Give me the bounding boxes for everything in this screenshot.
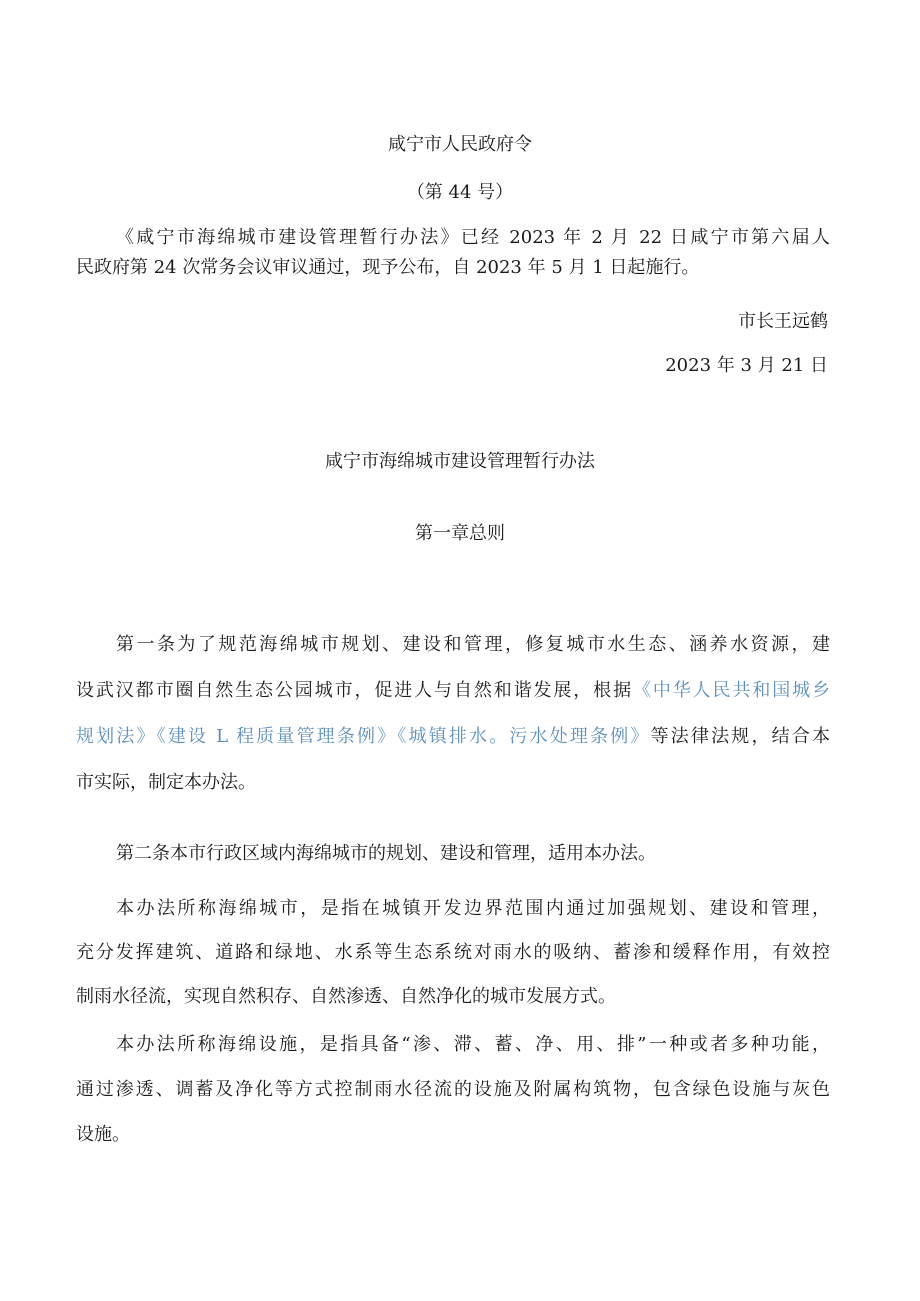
article-1-text: 设武汉都市圈自然生态公园城市，促进人与自然和谐发展，根据 <box>76 680 633 701</box>
article-2 <box>76 842 830 866</box>
article-1-line <box>76 714 830 760</box>
decree-body-line: 《咸宁市海绵城市建设管理暂行办法》已经 2023 年 2 月 22 日咸宁市第六届人 <box>116 227 830 248</box>
regulation-title: 咸宁市海绵城市建设管理暂行办法 <box>325 451 595 472</box>
paragraph-line: 制雨水径流，实现自然积存、自然渗透、自然净化的城市发展方式。 <box>76 986 616 1007</box>
paragraph-line: 本办法所称海绵城市，是指在城镇开发边界范围内通过加强规划、建设和管理， <box>116 898 830 919</box>
decree-number: （第 44 号） <box>406 182 514 203</box>
chapter-heading: 第一章总则 <box>415 523 505 544</box>
decree-title: 咸宁市人民政府令 <box>388 134 532 155</box>
paragraph-line: 本办法所称海绵设施，是指具备“渗、滞、蓄、净、用、排”一种或者多种功能， <box>116 1034 830 1055</box>
article-2-line: 第二条本市行政区域内海绵城市的规划、建设和管理，适用本办法。 <box>116 843 656 864</box>
article-1-line: 市实际，制定本办法。 <box>76 772 256 793</box>
sponge-facility-definition <box>76 1022 830 1157</box>
decree-signer: 市长王远鹤 <box>738 311 828 332</box>
law-reference-link[interactable]: 规划法》《建设 L 程质量管理条例》《城镇排水。污水处理条例》 <box>76 726 651 747</box>
paragraph-line: 通过渗透、调蓄及净化等方式控制雨水径流的设施及附属构筑物，包含绿色设施与灰色 <box>76 1079 830 1100</box>
article-1-line <box>76 668 830 714</box>
decree-body <box>76 226 830 280</box>
article-1-line: 第一条为了规范海绵城市规划、建设和管理，修复城市水生态、涵养水资源，建 <box>116 634 830 655</box>
law-reference-link[interactable]: 《中华人民共和国城乡 <box>632 680 831 701</box>
paragraph-line: 设施。 <box>76 1124 130 1145</box>
decree-body-line: 民政府第 24 次常务会议审议通过，现予公布，自 2023 年 5 月 1 日起施行。 <box>76 257 700 278</box>
article-1-text: 等法律法规，结合本 <box>650 726 830 747</box>
article-1 <box>76 622 830 806</box>
sponge-city-definition <box>76 887 830 1019</box>
decree-date: 2023 年 3 月 21 日 <box>665 355 828 376</box>
paragraph-line: 充分发挥建筑、道路和绿地、水系等生态系统对雨水的吸纳、蓄渗和缓释作用，有效控 <box>76 942 830 963</box>
